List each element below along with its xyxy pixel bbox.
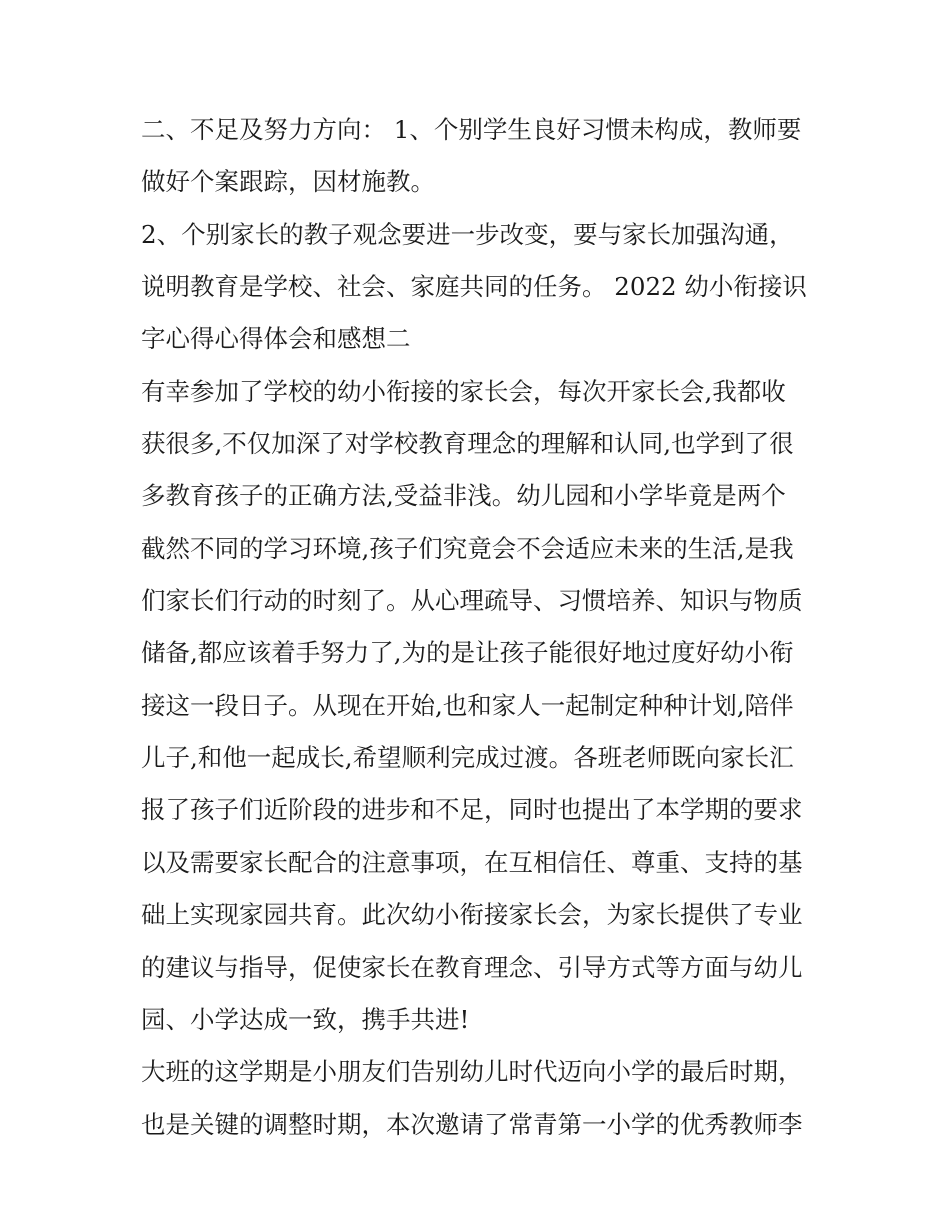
text-line: 也是关键的调整时期，本次邀请了常青第一小学的优秀教师李 (141, 1109, 803, 1139)
text-line: 2、个别家长的教子观念要进一步改变，要与家长加强沟通， (141, 219, 794, 249)
text-line: 说明教育是学校、社会、家庭共同的任务。 2022 幼小衔接识 (141, 272, 807, 302)
text-line: 获很多,不仅加深了对学校教育理念的理解和认同,也学到了很 (141, 429, 794, 459)
text-line: 以及需要家长配合的注意事项，在互相信任、尊重、支持的基 (141, 847, 803, 877)
text-line: 的建议与指导，促使家长在教育理念、引导方式等方面与幼儿 (141, 952, 803, 982)
text-line: 做好个案跟踪，因材施教。 (141, 167, 435, 197)
text-line: 字心得心得体会和感想二 (141, 324, 411, 354)
text-line: 们家长们行动的时刻了。从心理疏导、习惯培养、知识与物质 (141, 586, 803, 616)
text-line: 园、小学达成一致，携手共进! (141, 1004, 470, 1034)
document-body (141, 104, 831, 1151)
text-line: 大班的这学期是小朋友们告别幼儿时代迈向小学的最后时期， (141, 1057, 803, 1087)
text-line: 多教育孩子的正确方法,受益非浅。幼儿园和小学毕竟是两个 (141, 481, 786, 511)
text-line: 二、不足及努力方向： 1、个别学生良好习惯未构成，教师要 (141, 115, 802, 144)
text-line: 础上实现家园共育。此次幼小衔接家长会，为家长提供了专业 (141, 900, 803, 930)
text-line: 儿子,和他一起成长,希望顺利完成过渡。各班老师既向家长汇 (141, 743, 794, 773)
text-line: 接这一段日子。从现在开始,也和家人一起制定种种计划,陪伴 (141, 690, 794, 720)
text-line: 报了孩子们近阶段的进步和不足，同时也提出了本学期的要求 (141, 795, 803, 825)
text-line: 储备,都应该着手努力了,为的是让孩子能很好地过度好幼小衔 (141, 638, 794, 668)
text-line: 有幸参加了学校的幼小衔接的家长会，每次开家长会,我都收 (141, 376, 786, 406)
text-line: 截然不同的学习环境,孩子们究竟会不会适应未来的生活,是我 (141, 533, 794, 563)
